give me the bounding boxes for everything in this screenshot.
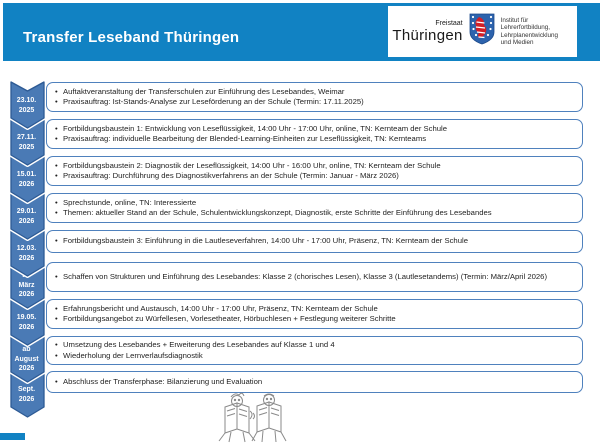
event-box: [46, 230, 583, 253]
event-box: [46, 156, 583, 186]
bullet-icon: •: [55, 208, 58, 217]
bullet-icon: •: [55, 197, 58, 207]
chevron-date-line: 2025: [18, 143, 35, 151]
chevron-date-line: 2026: [18, 291, 35, 299]
bullet-line: [55, 161, 576, 172]
bullet-icon: •: [55, 376, 58, 386]
bullet-icon: •: [55, 303, 58, 313]
timeline-chevron: [9, 80, 46, 130]
chevron-date-line: August: [14, 355, 39, 363]
bullet-line: [55, 340, 576, 351]
thueringen-logo: [388, 6, 577, 57]
page-title: Transfer Leseband Thüringen: [23, 29, 240, 46]
chevron-date-line: 12.03.: [16, 245, 37, 252]
bullet-line: [55, 171, 576, 182]
bullet-line: [55, 236, 576, 247]
chevron-date-line: Sept.: [17, 386, 36, 393]
bullet-text: Schaffen von Strukturen und Einführung des Lesebandes: Klasse 2 (chorisches Lesen), Klasse 3 (Lautlesetandems) (Termin: März/April 2026): [63, 271, 548, 281]
logo-institute-text: [501, 17, 573, 47]
bullet-line: [55, 198, 576, 209]
bullet-line: [55, 304, 576, 315]
institute-line: und Medien: [500, 39, 534, 46]
chevron-date-line: 29.01.: [16, 208, 37, 215]
bullet-text: Praxisauftrag: individuelle Bearbeitung der Blended-Learning-Einheiten zur Leseflüssigkeit, TN: Kernteams: [63, 134, 427, 143]
bullet-icon: •: [55, 271, 58, 281]
bullet-icon: •: [55, 97, 58, 106]
institute-line: Institut für Lehrerfortbildung,: [500, 16, 550, 31]
bullet-text: Praxisauftrag: Ist-Stands-Analyse zur Leseförderung an der Schule (Termin: 17.11.2025): [63, 97, 364, 106]
bullet-text: Erfahrungsbericht und Austausch, 14:00 Uhr - 17:00 Uhr, Präsenz, TN: Kernteam der Schule: [63, 303, 378, 313]
bullet-line: [55, 134, 576, 145]
bullet-text: Auftaktveranstaltung der Transferschulen zur Einführung des Lesebandes, Weimar: [63, 86, 345, 96]
bullet-line: [55, 97, 576, 108]
bullet-text: Fortbildungsbaustein 1: Entwicklung von Leseflüssigkeit, 14:00 Uhr - 17:00 Uhr, online, TN: Kernteam der Schule: [63, 123, 448, 133]
bullet-text: Umsetzung des Lesebandes + Erweiterung des Lesebandes auf Klasse 1 und 4: [63, 340, 335, 349]
bullet-icon: •: [55, 123, 58, 133]
chevron-date-line: 2026: [18, 395, 35, 403]
coat-of-arms-icon: [469, 13, 495, 50]
footer-accent-bar: [0, 433, 25, 440]
logo-thueringen-label: Thüringen: [392, 27, 463, 44]
bullet-text: Wiederholung der Lernverlaufsdiagnostik: [63, 350, 203, 360]
bullet-icon: •: [55, 340, 58, 349]
chevron-date-line: 27.11.: [16, 134, 37, 141]
bullet-text: Fortbildungsbaustein 3: Einführung in die Lautleseverfahren, 14:00 Uhr - 17:00 Uhr, Präsenz, TN: Kernteam der Schule: [63, 236, 468, 246]
bullet-line: [55, 87, 576, 98]
bullet-line: [55, 351, 576, 362]
bullet-text: Themen: aktueller Stand an der Schule, Schulentwicklungskonzept, Diagnostik, erste Schritte der Einführung des Lesebandes: [63, 208, 492, 217]
chevron-date-line: 2026: [18, 323, 35, 331]
bullet-line: [55, 124, 576, 135]
bullet-icon: •: [55, 236, 58, 246]
chevron-date-line: 2026: [18, 365, 35, 373]
bullet-text: Praxisauftrag: Durchführung des Diagnostikverfahrens an der Schule (Termin: Januar - März 2026): [63, 171, 399, 180]
bullet-icon: •: [55, 314, 58, 323]
chevron-date-line: 2026: [18, 217, 35, 225]
bullet-line: [55, 208, 576, 219]
chevron-date-line: 2025: [18, 106, 35, 114]
event-box: [46, 119, 583, 149]
bullet-line: [55, 314, 576, 325]
bullet-line: [55, 272, 576, 283]
institute-line: Lehrplanentwicklung: [500, 31, 559, 39]
chevron-date: [9, 80, 44, 128]
bullet-text: Sprechstunde, online, TN: Interessierte: [63, 197, 197, 207]
event-box: [46, 193, 583, 223]
chevron-date-line: ab: [22, 346, 31, 354]
event-box: [46, 262, 583, 292]
bullet-icon: •: [55, 134, 58, 143]
event-box: [46, 336, 583, 365]
bullet-icon: •: [55, 160, 58, 170]
event-box: [46, 82, 583, 112]
logo-freistaat-label: Freistaat: [435, 20, 463, 27]
bullet-text: Abschluss der Transferphase: Bilanzierung und Evaluation: [63, 376, 263, 386]
bullet-text: Fortbildungsbaustein 2: Diagnostik der Leseflüssigkeit, 14:00 Uhr - 16:00 Uhr, online, TN: Kernteam der Schule: [63, 160, 441, 170]
bullet-text: Fortbildungsangebot zu Würfellesen, Vorlesetheater, Hörbuchlesen + Festlegung weiterer Schritte: [63, 314, 396, 323]
bullet-icon: •: [55, 86, 58, 96]
bullet-icon: •: [55, 171, 58, 180]
chevron-date-line: 2026: [18, 254, 35, 262]
chevron-date-line: 2026: [18, 180, 35, 188]
bullet-icon: •: [55, 350, 58, 360]
event-box: [46, 371, 583, 393]
children-reading-clipart-image: [213, 391, 297, 446]
chevron-date-line: März: [18, 281, 35, 289]
chevron-date-line: 15.01.: [16, 171, 37, 178]
event-box: [46, 299, 583, 329]
logo-state-text: [392, 20, 462, 43]
chevron-date-line: 19.05.: [16, 314, 37, 321]
chevron-date-line: 23.10.: [16, 97, 37, 104]
bullet-line: [55, 377, 576, 388]
